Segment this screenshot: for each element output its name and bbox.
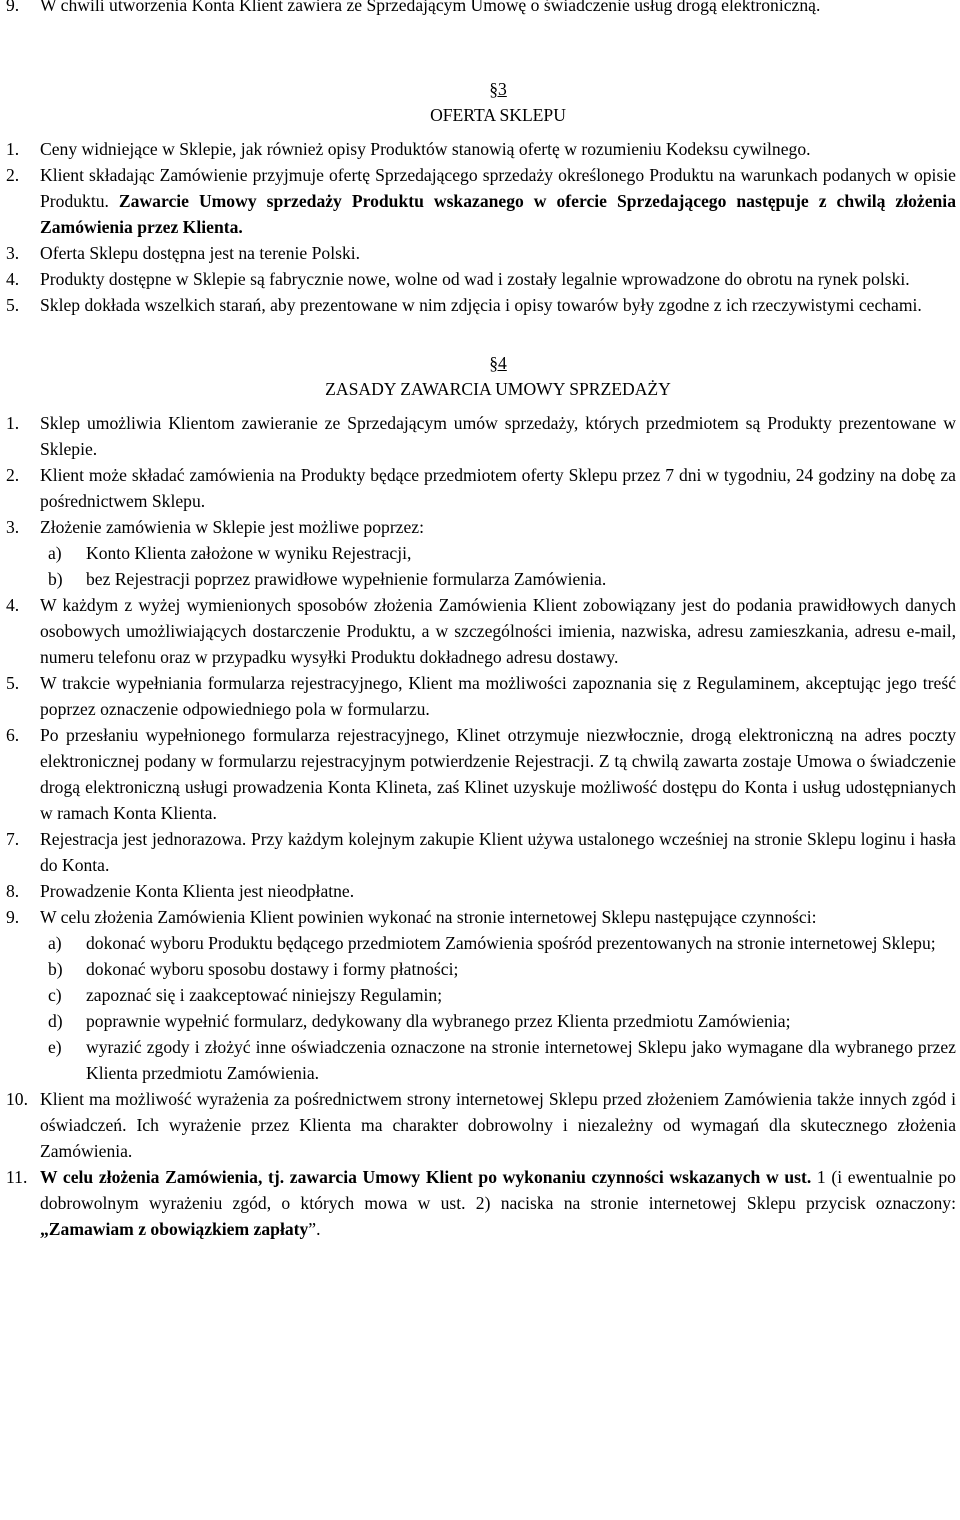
item-number: 1. — [6, 139, 20, 159]
sub-item — [6, 982, 956, 1008]
sub-item — [6, 540, 956, 566]
sub-item — [6, 1008, 956, 1034]
item-text: W celu złożenia Zamówienia Klient powinien wykonać na stronie internetowej Sklepu następujące czynności: — [40, 907, 817, 927]
item-text: Klient może składać zamówienia na Produkty będące przedmiotem oferty Sklepu przez 7 dni w tygodniu, 24 godziny na dobę za pośrednictwem Sklepu. — [40, 465, 956, 511]
item-bold-text: „Zamawiam z obowiązkiem zapłaty — [40, 1219, 309, 1239]
item-text: Oferta Sklepu dostępna jest na terenie Polski. — [40, 243, 361, 263]
item-number: 2. — [6, 165, 20, 185]
section-title: ZASADY ZAWARCIA UMOWY SPRZEDAŻY — [325, 379, 671, 399]
item-bold-text: Zawarcie Umowy sprzedaży Produktu wskazanego w ofercie Sprzedającego następuje z chwilą złożenia Zamówienia przez Klienta. — [40, 191, 956, 237]
item-text: W trakcie wypełniania formularza rejestracyjnego, Klient ma możliwości zapoznania się z Regulaminem, akceptując jego treść poprzez oznaczenie odpowiedniego pola w formularzu. — [40, 673, 956, 719]
section-number: §4 — [489, 353, 507, 373]
paragraph-item — [6, 1086, 956, 1164]
item-number: 9. — [6, 0, 20, 15]
item-number: 10. — [6, 1089, 28, 1109]
item-number: 7. — [6, 829, 20, 849]
item-text: Sklep umożliwia Klientom zawieranie ze Sprzedającym umów sprzedaży, których przedmiotem są Produkty prezentowane w Sklepie. — [40, 413, 956, 459]
item-number: 8. — [6, 881, 20, 901]
paragraph-item — [6, 162, 956, 240]
item-number: 4. — [6, 269, 20, 289]
item-number: 6. — [6, 725, 20, 745]
sub-item-text: dokonać wyboru Produktu będącego przedmiotem Zamówienia spośród prezentowanych na stronie internetowej Sklepu; — [86, 933, 936, 953]
item-number: 5. — [6, 295, 20, 315]
item-text: Klient składając Zamówienie przyjmuje ofertę Sprzedającego sprzedaży określonego Produktu na warunkach podanych w opisie Produktu. — [40, 165, 956, 211]
paragraph-item — [6, 410, 956, 462]
sub-item-letter: c) — [48, 985, 62, 1005]
paragraph-item — [6, 878, 956, 904]
section-heading — [40, 76, 956, 128]
item-text: 1 (i ewentualnie po dobrowolnym wyrażeniu zgód, o których mowa w ust. 2) naciska na stronie internetowej Sklepu przycisk oznaczony: — [40, 1167, 956, 1213]
sub-item — [6, 930, 956, 956]
sub-item-letter: e) — [48, 1037, 62, 1057]
sub-item-letter: a) — [48, 543, 62, 563]
paragraph-item — [6, 136, 956, 162]
sub-item-text: bez Rejestracji poprzez prawidłowe wypełnienie formularza Zamówienia. — [86, 569, 607, 589]
item-text: Po przesłaniu wypełnionego formularza rejestracyjnego, Klinet otrzymuje niezwłocznie, drogą elektroniczną na adres poczty elektronicznej podany w formularzu rejestracyjnym potwierdzenie Rejestracji. Z tą chwilą zawarta zostaje Umowa o świadczenie drogą elektroniczną usługi prowadzenia Konta Klineta, zaś Klinet uzyskuje możliwość dostępu do Konta i usług udostępnianych w ramach Konta Klienta. — [40, 725, 956, 823]
item-number: 2. — [6, 465, 20, 485]
item-number: 3. — [6, 517, 20, 537]
paragraph-item — [6, 670, 956, 722]
sub-item-text: wyrazić zgody i złożyć inne oświadczenia oznaczone na stronie internetowej Sklepu jako wymagane dla wybranego przez Klienta przedmiotu Zamówienia. — [86, 1037, 956, 1083]
paragraph-item — [6, 514, 956, 540]
paragraph-item — [6, 462, 956, 514]
item-text: ”. — [308, 1219, 321, 1239]
section-title: OFERTA SKLEPU — [430, 105, 566, 125]
item-number: 5. — [6, 673, 20, 693]
section-heading — [40, 350, 956, 402]
paragraph-item — [6, 592, 956, 670]
section-number: §3 — [489, 79, 507, 99]
sub-item-letter: b) — [48, 569, 63, 589]
sub-item-letter: a) — [48, 933, 62, 953]
paragraph-item — [6, 904, 956, 930]
item-number: 11. — [6, 1167, 28, 1187]
sub-item-text: dokonać wyboru sposobu dostawy i formy płatności; — [86, 959, 459, 979]
item-text: Rejestracja jest jednorazowa. Przy każdym kolejnym zakupie Klient używa ustalonego wcześniej na stronie Sklepu loginu i hasła do Konta. — [40, 829, 956, 875]
sub-item-text: Konto Klienta założone w wyniku Rejestracji, — [86, 543, 412, 563]
item-number: 4. — [6, 595, 20, 615]
sub-item-text: zapoznać się i zaakceptować niniejszy Regulamin; — [86, 985, 443, 1005]
paragraph-item — [6, 0, 956, 18]
sub-item — [6, 566, 956, 592]
item-number: 1. — [6, 413, 20, 433]
document-page — [6, 0, 956, 1242]
sub-item — [6, 1034, 956, 1086]
item-text: W każdym z wyżej wymienionych sposobów złożenia Zamówienia Klient zobowiązany jest do podania prawidłowych danych osobowych umożliwiających dostarczenie Produktu, a w szczególności imienia, nazwiska, adresu zamieszkania, adresu e-mail, numeru telefonu oraz w przypadku wysyłki Produktu dokładnego adresu dostawy. — [40, 595, 956, 667]
item-text: Ceny widniejące w Sklepie, jak również opisy Produktów stanowią ofertę w rozumieniu Kodeksu cywilnego. — [40, 139, 811, 159]
paragraph-item — [6, 826, 956, 878]
paragraph-item — [6, 1164, 956, 1242]
sub-item-text: poprawnie wypełnić formularz, dedykowany dla wybranego przez Klienta przedmiotu Zamówienia; — [86, 1011, 791, 1031]
item-text: Prowadzenie Konta Klienta jest nieodpłatne. — [40, 881, 355, 901]
sub-item — [6, 956, 956, 982]
item-text: Sklep dokłada wszelkich starań, aby prezentowane w nim zdjęcia i opisy towarów były zgodne z ich rzeczywistymi cechami. — [40, 295, 922, 315]
paragraph-item — [6, 292, 956, 318]
item-text: W chwili utworzenia Konta Klient zawiera ze Sprzedającym Umowę o świadczenie usług drogą elektroniczną. — [40, 0, 821, 15]
sub-item-letter: d) — [48, 1011, 63, 1031]
paragraph-item — [6, 722, 956, 826]
paragraph-item — [6, 240, 956, 266]
item-text: Klient ma możliwość wyrażenia za pośrednictwem strony internetowej Sklepu przed złożeniem Zamówienia także innych zgód i oświadczeń. Ich wyrażenie przez Klienta ma charakter dobrowolny i niezależny od wymagań dla skutecznego złożenia Zamówienia. — [40, 1089, 956, 1161]
item-text: Produkty dostępne w Sklepie są fabrycznie nowe, wolne od wad i zostały legalnie wprowadzone do obrotu na rynek polski. — [40, 269, 910, 289]
item-number: 3. — [6, 243, 20, 263]
sub-item-letter: b) — [48, 959, 63, 979]
paragraph-item — [6, 266, 956, 292]
item-number: 9. — [6, 907, 20, 927]
item-text: Złożenie zamówienia w Sklepie jest możliwe poprzez: — [40, 517, 424, 537]
item-bold-text: W celu złożenia Zamówienia, tj. zawarcia Umowy Klient po wykonaniu czynności wskazanych w ust. — [40, 1167, 812, 1187]
